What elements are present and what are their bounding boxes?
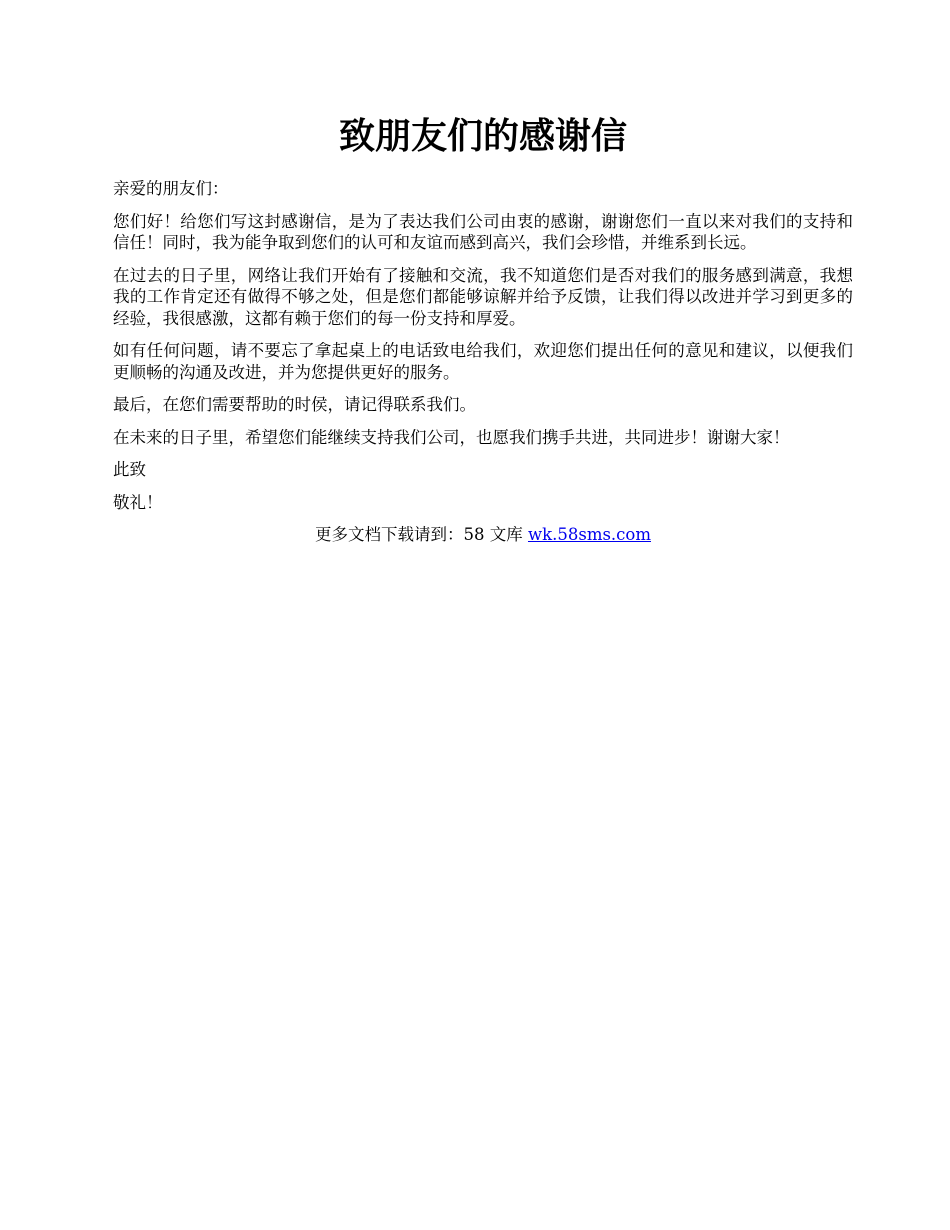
document-title: 致朋友们的感谢信 [338, 115, 627, 157]
footer-prefix: 更多文档下载请到：58 文库 [314, 525, 528, 544]
closing-salutation: 此致 [113, 460, 146, 479]
greeting: 亲爱的朋友们： [113, 179, 229, 198]
footer-link[interactable]: wk.58sms.com [527, 525, 651, 544]
letter-body [113, 178, 853, 546]
paragraph-4: 最后，在您们需要帮助的时侯，请记得联系我们。 [113, 395, 476, 414]
paragraph-1: 您们好！给您们写这封感谢信，是为了表达我们公司由衷的感谢，谢谢您们一直以来对我们的支持和信任！同时，我为能争取到您们的认可和友谊而感到高兴，我们会珍惜，并维系到长远。 [113, 211, 853, 252]
paragraph-5: 在未来的日子里，希望您们能继续支持我们公司，也愿我们携手共进，共同进步！谢谢大家！ [113, 427, 790, 447]
paragraph-2: 在过去的日子里，网络让我们开始有了接触和交流，我不知道您们是否对我们的服务感到满意，我想我的工作肯定还有做得不够之处，但是您们都能够谅解并给予反馈，让我们得以改进并学习到更多的经验，我很感激，这都有赖于您们的每一份支持和厚爱。 [113, 265, 853, 328]
footer-note [113, 524, 853, 546]
closing-regards: 敬礼！ [113, 492, 163, 512]
paragraph-3: 如有任何问题，请不要忘了拿起桌上的电话致电给我们，欢迎您们提出任何的意见和建议，以便我们更顺畅的沟通及改进，并为您提供更好的服务。 [113, 341, 853, 382]
